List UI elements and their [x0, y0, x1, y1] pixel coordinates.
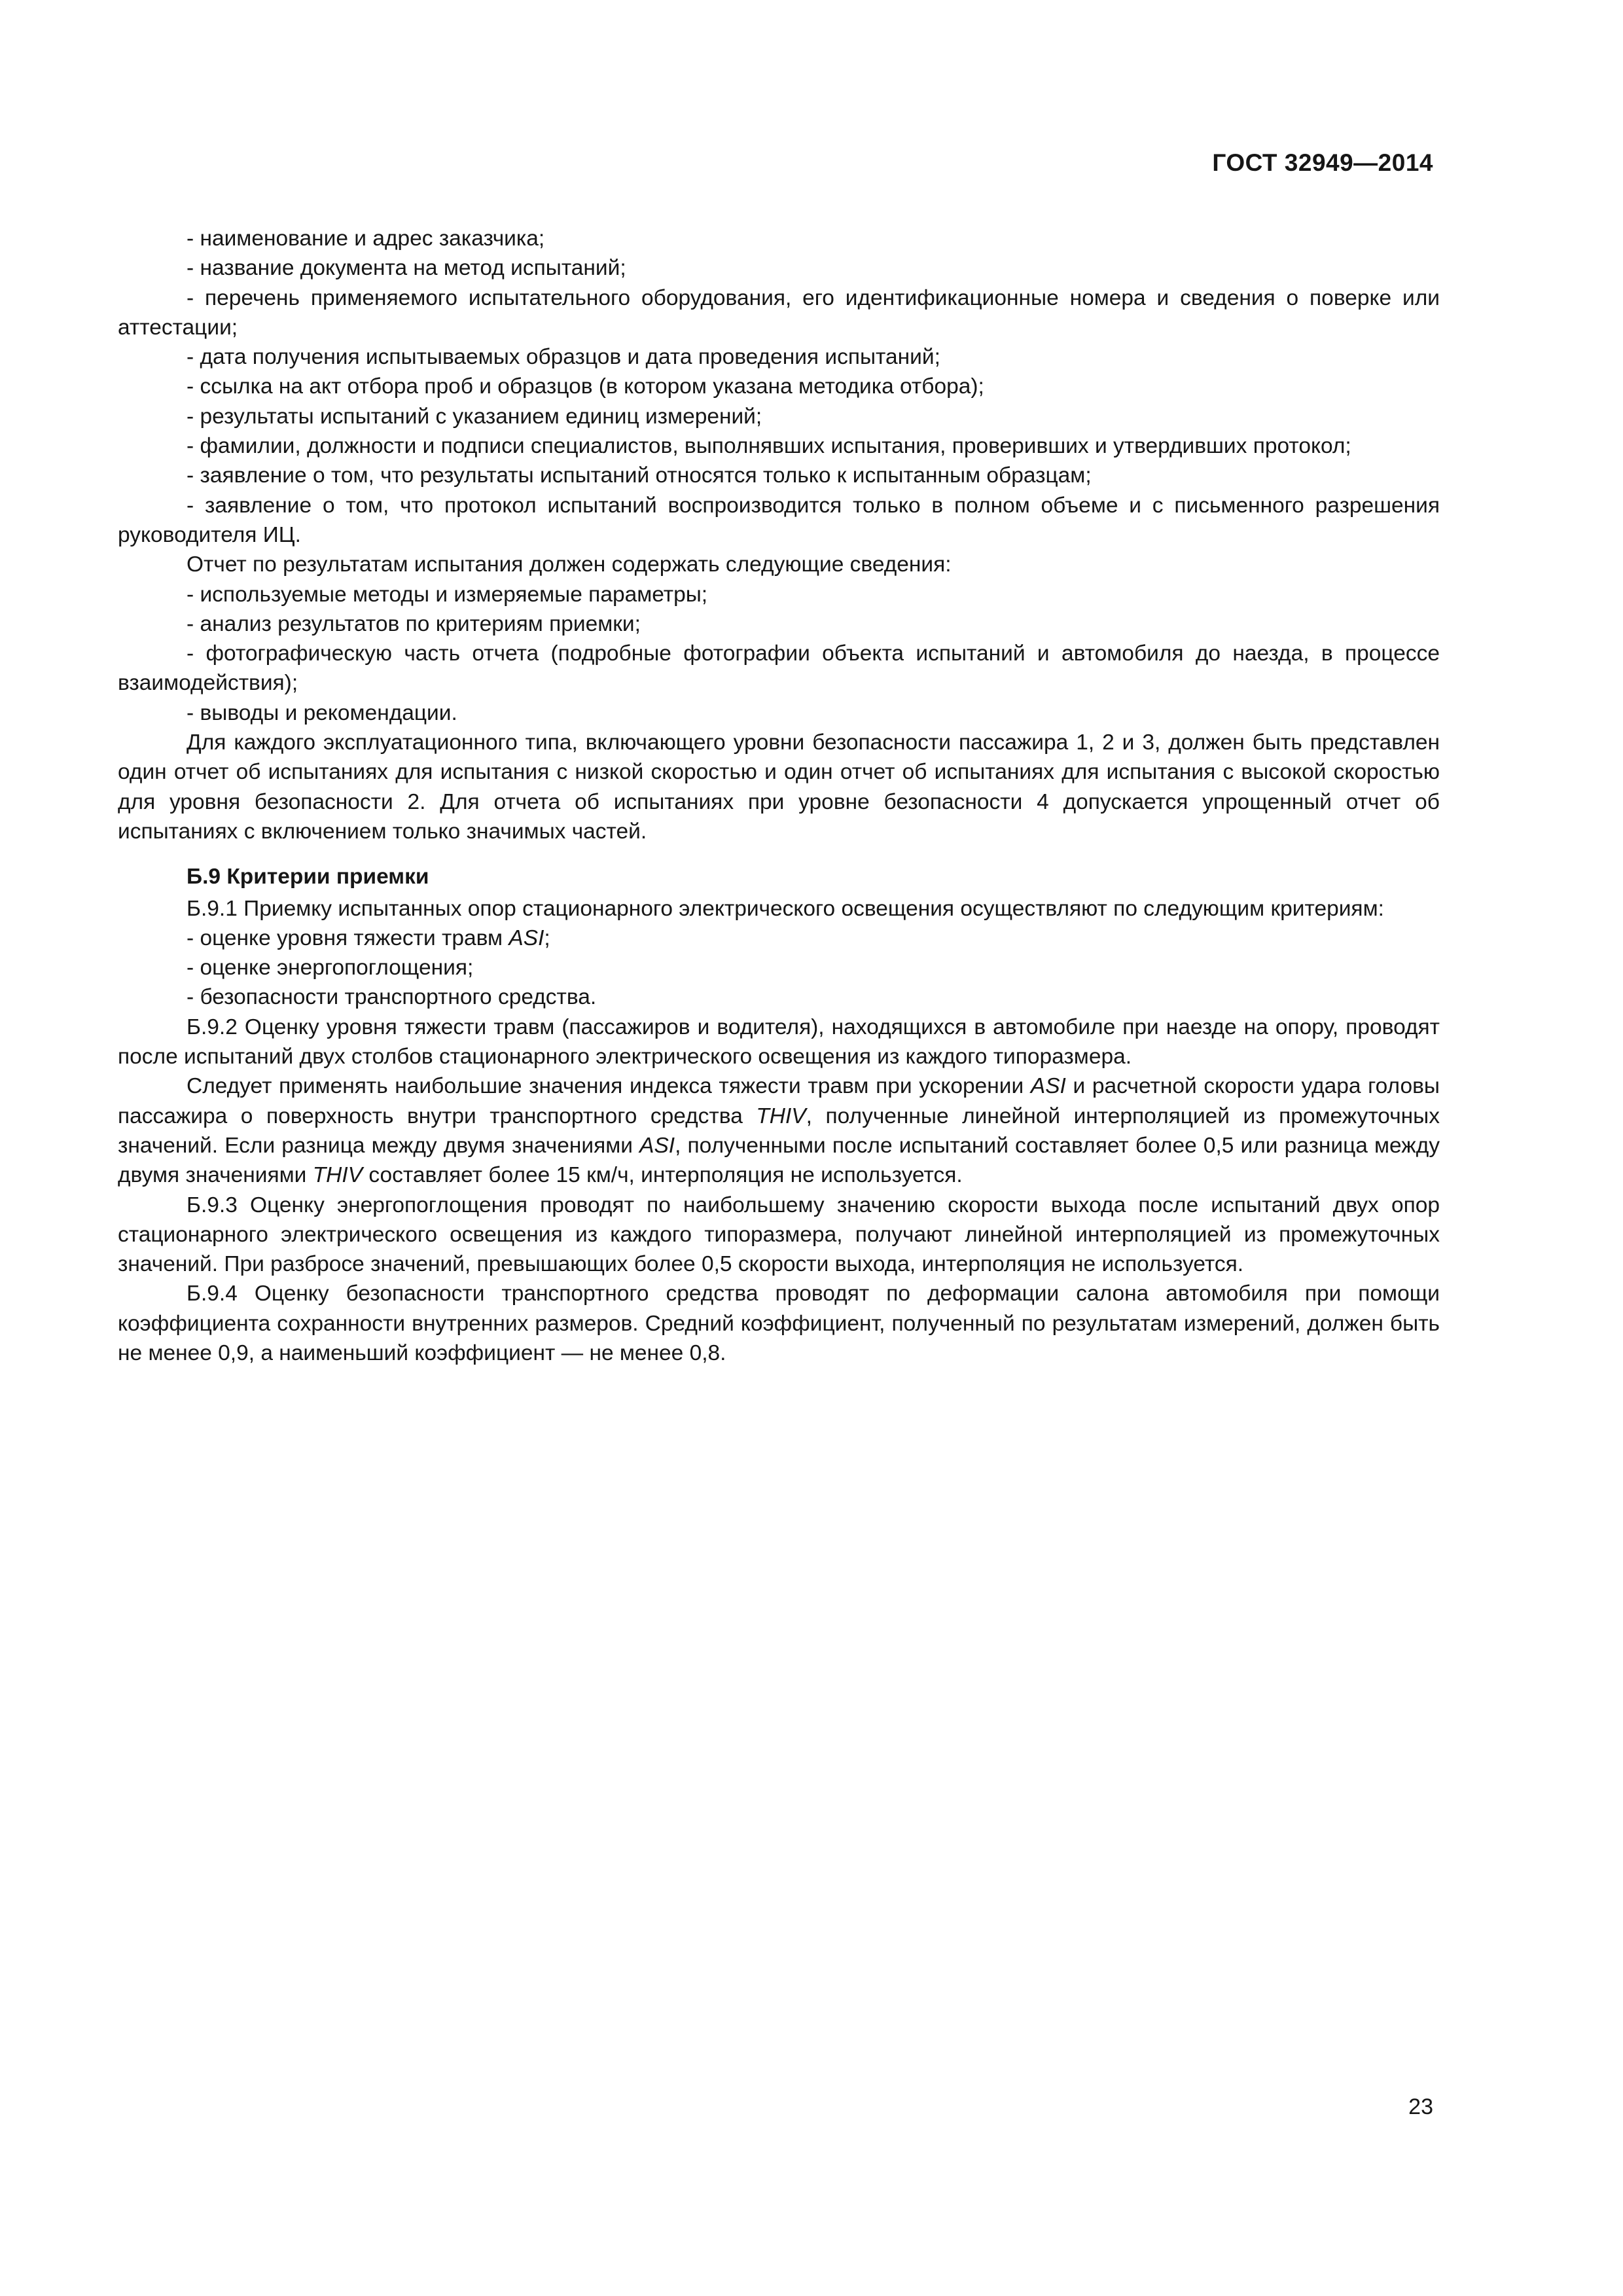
list-item: - заявление о том, что результаты испытаний относятся только к испытанным образцам; [187, 463, 1092, 488]
report-intro-paragraph: Отчет по результатам испытания должен содержать следующие сведения: [187, 552, 952, 577]
text-run: , полученные линейной интерполяцией из промежуточных значений. Если разница между двумя значениями [118, 1103, 1440, 1158]
page-number: 23 [1408, 2094, 1433, 2119]
paragraph-b92: Б.9.2 Оценку уровня тяжести травм (пассажиров и водителя), находящихся в автомобиле при наезде на опору, проводят после испытаний двух столбов стационарного электрического освещения из каждого типоразмера. [118, 1014, 1440, 1069]
page-body [118, 224, 1440, 1368]
list-item: - используемые методы и измеряемые параметры; [187, 582, 708, 607]
paragraph-b91: Б.9.1 Приемку испытанных опор стационарного электрического освещения осуществляют по следующим критериям: [187, 896, 1384, 921]
text-run: и расчетной скорости удара головы пассажира о поверхность внутри транспортного средства [118, 1074, 1440, 1128]
list-item: - результаты испытаний с указанием единиц измерений; [187, 404, 762, 429]
term-thiv: THIV [312, 1163, 363, 1188]
term-asi: ASI [639, 1133, 675, 1158]
list-item: - перечень применяемого испытательного оборудования, его идентификационные номера и сведения о поверке или аттестации; [118, 285, 1440, 340]
section-heading: Б.9 Критерии приемки [187, 865, 429, 889]
text-run: составляет более 15 км/ч, интерполяция не используется. [363, 1163, 963, 1188]
list-item: - наименование и адрес заказчика; [187, 226, 545, 251]
paragraph-b93: Б.9.3 Оценку энергопоглощения проводят по наибольшему значению скорости выхода после испытаний двух опор стационарного электрического освещения из каждого типоразмера, получают линейной интерполяцией из промежуточных значений. При разбросе значений, превышающих более 0,5 скорости выхода, интерполяция не используется. [118, 1193, 1440, 1277]
term-asi: ASI [1030, 1074, 1066, 1099]
list-item: - дата получения испытываемых образцов и дата проведения испытаний; [187, 345, 940, 370]
list-item: - фамилии, должности и подписи специалистов, выполнявших испытания, проверивших и утвердивших протокол; [187, 434, 1351, 459]
text-run: , полученными после испытаний составляет более 0,5 или разница между двумя значениями [118, 1133, 1440, 1188]
criteria-punct: ; [544, 925, 550, 950]
closing-paragraph: Для каждого эксплуатационного типа, включающего уровни безопасности пассажира 1, 2 и 3, должен быть представлен один отчет об испытаниях для испытания с низкой скоростью и один отчет об испытаниях для испытания с высокой скоростью для уровня безопасности 2. Для отчета об испытаниях при уровне безопасности 4 допускается упрощенный отчет об испытаниях с включением только значимых частей. [118, 730, 1440, 844]
list-item: - анализ результатов по критериям приемки; [187, 611, 641, 636]
criteria-text: - оценке уровня тяжести травм [187, 925, 509, 950]
list-item: - название документа на метод испытаний; [187, 256, 626, 281]
criteria-item: - оценке энергопоглощения; [187, 956, 474, 980]
text-run: Следует применять наибольшие значения индекса тяжести травм при ускорении [187, 1074, 1031, 1099]
criteria-item [118, 924, 1440, 953]
term-asi: ASI [508, 925, 544, 950]
list-item: - заявление о том, что протокол испытаний воспроизводится только в полном объеме и с письменного разрешения руководителя ИЦ. [118, 493, 1440, 547]
document-code: ГОСТ 32949—2014 [1212, 149, 1433, 176]
paragraph-b94: Б.9.4 Оценку безопасности транспортного средства проводят по деформации салона автомобиля при помощи коэффициента сохранности внутренних размеров. Средний коэффициент, полученный по результатам измерений, должен быть не менее 0,9, а наименьший коэффициент — не менее 0,8. [118, 1282, 1440, 1365]
list-item: - выводы и рекомендации. [187, 700, 457, 725]
paragraph-b92-details [118, 1071, 1440, 1190]
term-thiv: THIV [756, 1103, 806, 1128]
criteria-item: - безопасности транспортного средства. [187, 985, 597, 1010]
list-item: - фотографическую часть отчета (подробные фотографии объекта испытаний и автомобиля до наезда, в процессе взаимодействия); [118, 641, 1440, 696]
list-item: - ссылка на акт отбора проб и образцов (в котором указана методика отбора); [187, 374, 984, 399]
